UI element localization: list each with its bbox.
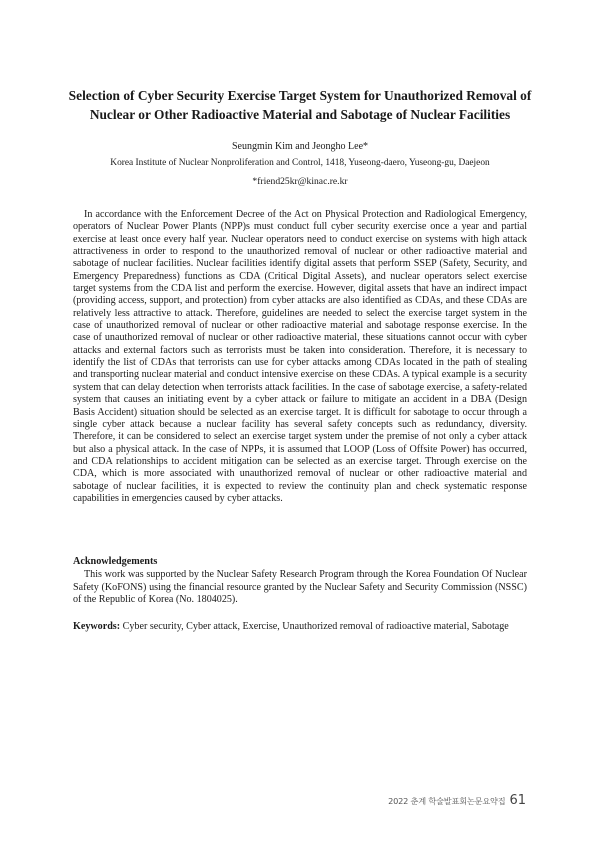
page-footer <box>388 789 526 808</box>
corresponding-email: *friend25kr@kinac.re.kr <box>252 176 348 187</box>
paper-title: Selection of Cyber Security Exercise Target System for Unauthorized Removal of Nuclear or Other Radioactive Material and Sabotage of Nuclear Facilities <box>68 88 532 122</box>
page-number: 61 <box>509 793 526 808</box>
acknowledgements-paragraph: This work was supported by the Nuclear Safety Research Program through the Korea Foundation Of Nuclear Safety (KoFONS) using the financial resource granted by the Nuclear Safety and Security Commission (NSSC) of the Republic of Korea (No. 1804025). <box>73 569 527 606</box>
publication-name: 2022 춘계 학술발표회논문요약집 <box>388 796 506 806</box>
keywords-list: Cyber security, Cyber attack, Exercise, Unauthorized removal of radioactive material, Sabotage <box>122 621 509 632</box>
author-affiliation: Korea Institute of Nuclear Nonproliferation and Control, 1418, Yuseong-daero, Yuseong-gu, Daejeon <box>110 158 490 168</box>
keywords-label: Keywords: <box>73 621 121 632</box>
keywords-section <box>73 621 527 634</box>
abstract-paragraph: In accordance with the Enforcement Decree of the Act on Physical Protection and Radiological Emergency, operators of Nuclear Power Plants (NPP)s must conduct full cyber security exercise once a year and partial exercise at least once every half year. Nuclear operators need to conduct exercise on systems with high attack attractiveness in order to respond to the unauthorized removal of nuclear or other radioactive material and sabotage of nuclear facilities. Nuclear facilities identify digital assets that perform SSEP (Safety, Security, and Emergency Preparedness) functions as CDA (Critical Digital Assets), and nuclear operators select exercise target systems from the CDA list and perform the exercise. However, digital assets that have an indirect impact (providing access, support, and protection) from cyber attacks are also identified as CDAs, and these CDAs are relatively less attractive to attack. Therefore, guidelines are needed to select the exercise target system in the case of unauthorized removal of nuclear or other radioactive material and sabotage response exercise. In the case of unauthorized removal of nuclear or other radioactive material, these situations cannot occur with cyber attacks and external factors such as terrorists must be taken into consideration. Therefore, it is necessary to identify the list of CDAs that terrorists can use for cyber attacks among CDAs located in the path of stealing and transporting nuclear material and conduct intensive exercise on these CDAs. A typical example is a security system that can delay detection when terrorists attack facilities. In the case of sabotage exercise, a safety-related system that causes an initiating event by a cyber attack or failure to mitigate an accident in a DBA (Design Basis Accident) situation should be selected as an exercise target. It is difficult for sabotage to occur through a single cyber attack because a nuclear facility has several safety concepts such as redundancy, diversity. Therefore, it can be considered to select an exercise target system under the premise of not only a cyber attack but also a physical attack. In the case of NPPs, it is assumed that LOOP (Loss of Offsite Power) has occurred, and CDA relationships to accident mitigation can be selected as an exercise target. Through exercise on the CDA, which is more associated with unauthorized removal of nuclear or other radioactive material and sabotage of nuclear facilities, it is expected to review the continuity plan and check systematic response capabilities in emergencies caused by cyber attacks. <box>73 209 527 504</box>
acknowledgements-heading: Acknowledgements <box>73 556 158 567</box>
author-list: Seungmin Kim and Jeongho Lee* <box>231 141 369 152</box>
